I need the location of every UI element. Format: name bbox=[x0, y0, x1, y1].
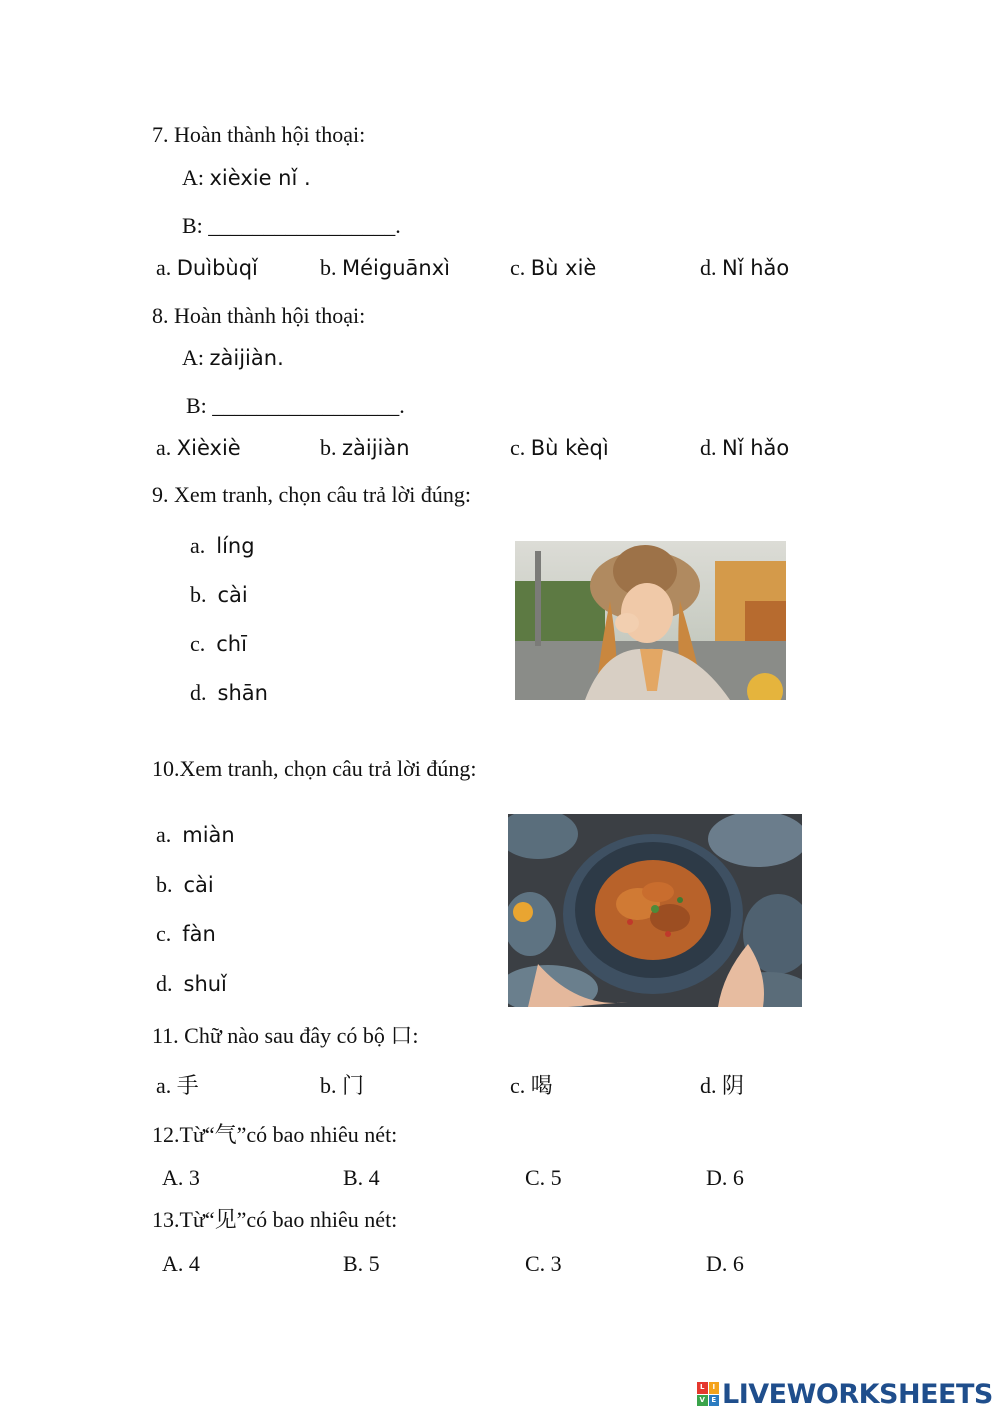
q11-option-d[interactable]: d. 阴 bbox=[700, 1073, 745, 1098]
q9-option-a[interactable]: a. líng bbox=[190, 533, 255, 558]
q13-option-c[interactable]: C. 3 bbox=[525, 1251, 562, 1276]
q7-option-d[interactable]: d. Nǐ hǎo bbox=[700, 255, 790, 280]
q11-option-c[interactable]: c. 喝 bbox=[510, 1073, 553, 1098]
woman-eating-photo bbox=[515, 541, 786, 700]
q8-line-a: A: zàijiàn. bbox=[182, 345, 284, 370]
q11-option-b[interactable]: b. 门 bbox=[320, 1073, 365, 1098]
q8-line-b: B: _________________. bbox=[186, 393, 405, 418]
q9-title: 9. Xem tranh, chọn câu trả lời đúng: bbox=[152, 482, 471, 507]
q7-option-b[interactable]: b. Méiguānxì bbox=[320, 255, 450, 280]
q7-line-a: A: xièxie nǐ . bbox=[182, 165, 311, 190]
q13-option-d[interactable]: D. 6 bbox=[706, 1251, 744, 1276]
q11-option-a[interactable]: a. 手 bbox=[156, 1073, 199, 1098]
q9-option-c[interactable]: c. chī bbox=[190, 631, 247, 656]
food-bowl-photo bbox=[508, 814, 802, 1007]
q10-option-d[interactable]: d. shuǐ bbox=[156, 971, 227, 996]
q9-option-d[interactable]: d. shān bbox=[190, 680, 268, 705]
q12-option-d[interactable]: D. 6 bbox=[706, 1165, 744, 1190]
q9-option-b[interactable]: b. cài bbox=[190, 582, 248, 607]
q12-option-b[interactable]: B. 4 bbox=[343, 1165, 380, 1190]
q12-title: 12.Từ“气”có bao nhiêu nét: bbox=[152, 1122, 398, 1147]
q13-option-a[interactable]: A. 4 bbox=[162, 1251, 200, 1276]
q8-title: 8. Hoàn thành hội thoại: bbox=[152, 303, 366, 328]
q8-option-c[interactable]: c. Bù kèqì bbox=[510, 435, 609, 460]
q11-title: 11. Chữ nào sau đây có bộ 口: bbox=[152, 1023, 419, 1048]
q10-option-a[interactable]: a. miàn bbox=[156, 822, 235, 847]
q12-option-c[interactable]: C. 5 bbox=[525, 1165, 562, 1190]
liveworksheets-logo bbox=[697, 1378, 993, 1410]
q13-title: 13.Từ“见”có bao nhiêu nét: bbox=[152, 1207, 398, 1232]
liveworksheets-wordmark: LIVEWORKSHEETS bbox=[722, 1378, 993, 1410]
q10-option-c[interactable]: c. fàn bbox=[156, 921, 216, 946]
q13-option-b[interactable]: B. 5 bbox=[343, 1251, 380, 1276]
q12-option-a[interactable]: A. 3 bbox=[162, 1165, 200, 1190]
q7-option-c[interactable]: c. Bù xiè bbox=[510, 255, 597, 280]
q7-option-a[interactable]: a. Duìbùqǐ bbox=[156, 255, 258, 280]
q8-option-b[interactable]: b. zàijiàn bbox=[320, 435, 410, 460]
liveworksheets-mark-icon: L I V E bbox=[697, 1382, 719, 1406]
q7-title: 7. Hoàn thành hội thoại: bbox=[152, 122, 366, 147]
q8-option-a[interactable]: a. Xièxiè bbox=[156, 435, 241, 460]
q7-line-b: B: _________________. bbox=[182, 213, 401, 238]
q10-title: 10.Xem tranh, chọn câu trả lời đúng: bbox=[152, 756, 477, 781]
q8-option-d[interactable]: d. Nǐ hǎo bbox=[700, 435, 790, 460]
q10-option-b[interactable]: b. cài bbox=[156, 872, 214, 897]
